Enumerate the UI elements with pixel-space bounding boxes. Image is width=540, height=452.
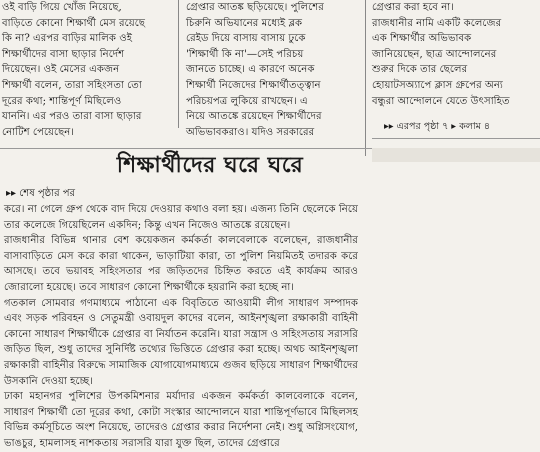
- middle-column-line: জানতে চাচ্ছে। এ কারণে অনেক: [186, 64, 315, 76]
- left-column-line: ওই বাড়ি গিয়ে খোঁজ নিয়েছে,: [2, 2, 122, 13]
- right-column: [372, 0, 538, 109]
- column-divider: [178, 0, 179, 128]
- middle-column-line: অভিভাবকরাও। যদিও সরকারের: [186, 126, 315, 138]
- left-column: [2, 0, 170, 140]
- left-column-line: কি না? এরপর বাড়ির মালিক ওই: [2, 33, 133, 45]
- left-column-line: নোটিশ পেয়েছেন।: [2, 126, 75, 138]
- middle-column-line: 'শিক্ষার্থী কি না'—সেই পরিচয়: [186, 48, 304, 60]
- column-divider: [365, 0, 366, 156]
- middle-column-line: গ্রেপ্তার আতঙ্ক ছড়িয়েছে। পুলিশের: [186, 2, 324, 13]
- right-column-line: রাজধানীর নামি একটি কলেজের: [372, 17, 502, 29]
- middle-column-line: শিক্ষার্থী নিজেদের শিক্ষার্থীতত্ত্বান: [186, 79, 321, 91]
- article-body: [4, 202, 358, 452]
- middle-column-line: রেইড দিয়ে বাসায় বাসায় ঢুকে: [186, 33, 306, 45]
- right-column-line: এক শিক্ষার্থীর অভিভাবক: [372, 33, 472, 45]
- right-column-line: গ্রেপ্তার করা হবে না।: [372, 2, 454, 13]
- left-column-line: শিক্ষার্থীদের বাসা ছাড়ার নির্দেশ: [2, 48, 125, 60]
- left-column-line: যাননি। এর পরও তারা বাসা ছাড়ার: [2, 111, 142, 123]
- adjacent-article-band: [372, 148, 540, 162]
- left-column-line: বাড়িতে কোনো শিক্ষার্থী মেস রয়েছে: [2, 17, 145, 29]
- middle-column-line: চিরুনি অভিযানের মধ্যেই ব্লক: [186, 17, 303, 29]
- left-column-line: দিয়েছেন। ওই মেসের একজন: [2, 64, 120, 76]
- body-paragraph: করে। না গেলে গ্রুপ থেকে বাদ দিয়ে দেওয়ার কথাও বলা হয়। এজন্য তিনি ছেলেকে নিয়ে তার কলেজে গিয়েছিলেন একদিন; কিন্তু এখন নিজেও আতঙ্কে রয়েছেন।: [4, 204, 358, 231]
- continued-on-page-label: ▸▸ এরপর পৃষ্ঠা ৭ ▸ কলাম ৪: [384, 121, 491, 132]
- right-column-line: শুরুর দিকে তার ছেলের: [372, 64, 468, 76]
- middle-column-line: পরিচয়পত্র লুকিয়ে রাখছেন। এ: [186, 95, 308, 107]
- middle-column: [186, 0, 358, 140]
- article-headline: শিক্ষার্থীদের ঘরে ঘরে: [116, 152, 304, 178]
- section-divider: [372, 138, 540, 139]
- body-paragraph: ঢাকা মহানগর পুলিশের উপকমিশনার মর্যাদার একজন কর্মকর্তা কালবেলাকে বলেন, সাধারণ শিক্ষার্থী তো দূরের কথা, কোটা সংস্কার আন্দোলনে যারা শান্তিপূর্ণভাবে মিছিলসহ বিভিন্ন কর্মসূচিতে অংশ নিয়েছে, তাদেরও গ্রেপ্তার করার নির্দেশনা নেই। শুধু অগ্নিসংযোগ, ভাঙচুর, হামলাসহ নাশকতায় সরাসরি যারা যুক্ত ছিল, তাদের গ্রেপ্তারে: [4, 391, 358, 449]
- body-paragraph: রাজধানীর বিভিন্ন থানার বেশ কয়েকজন কর্মকর্তা কালবেলাকে বলেছেন, রাজধানীর বাসাবাড়িতে মেস করে কারা থাকেন, ভাড়াটিয়া কারা, তা পুলিশ নিয়মিতই তদারক করে আসছে। তবে ভয়াবহ সহিংসতার পর জড়িতদের চিহ্নিত করতে এই কার্যক্রম আরও জোরালো হয়েছে। তবে সাধারণ কোনো শিক্ষার্থীকে হয়রানি করা হচ্ছে না।: [4, 235, 358, 293]
- right-column-line: বন্ধুরা আন্দোলনে যেতে উৎসাহিত: [372, 95, 510, 107]
- left-column-line: শিক্ষার্থী বলেন, তারা সহিংসতা তো: [2, 79, 142, 91]
- right-column-line: জানিয়েছেন, ছাত্র আন্দোলনের: [372, 48, 497, 60]
- left-column-line: দূরের কথা; শান্তিপূর্ণ মিছিলেও: [2, 95, 122, 107]
- continued-from-label: ▸▸ শেষ পৃষ্ঠার পর: [6, 188, 76, 199]
- right-column-line: হোয়াটসঅ্যাপে ক্লাস গ্রুপের অন্য: [372, 79, 503, 91]
- middle-column-line: নিয়ে আতঙ্কে রয়েছেন শিক্ষার্থীদের: [186, 111, 322, 123]
- body-paragraph: গতকাল সোমবার গণমাধ্যমে পাঠানো এক বিবৃতিতে আওয়ামী লীগ সাধারণ সম্পাদক এবং সড়ক পরিবহন ও সেতুমন্ত্রী ওবায়দুল কাদের বলেন, আইনশৃঙ্খলা রক্ষাকারী বাহিনী কোনো সাধারণ শিক্ষার্থীকে গ্রেপ্তার বা নির্যাতন করেনি। যারা সন্ত্রাস ও সহিংসতায় সরাসরি জড়িত ছিল, শুধু তাদের সুনির্দিষ্ট তথ্যের ভিত্তিতে গ্রেপ্তার করা হচ্ছে। অথচ আইনশৃঙ্খলা রক্ষাকারী বাহিনীর বিরুদ্ধে সামাজিক যোগাযোগমাধ্যমে গুজব ছড়িয়ে সাধারণ শিক্ষার্থীদের উসকানি দেওয়া হচ্ছে।: [4, 297, 358, 387]
